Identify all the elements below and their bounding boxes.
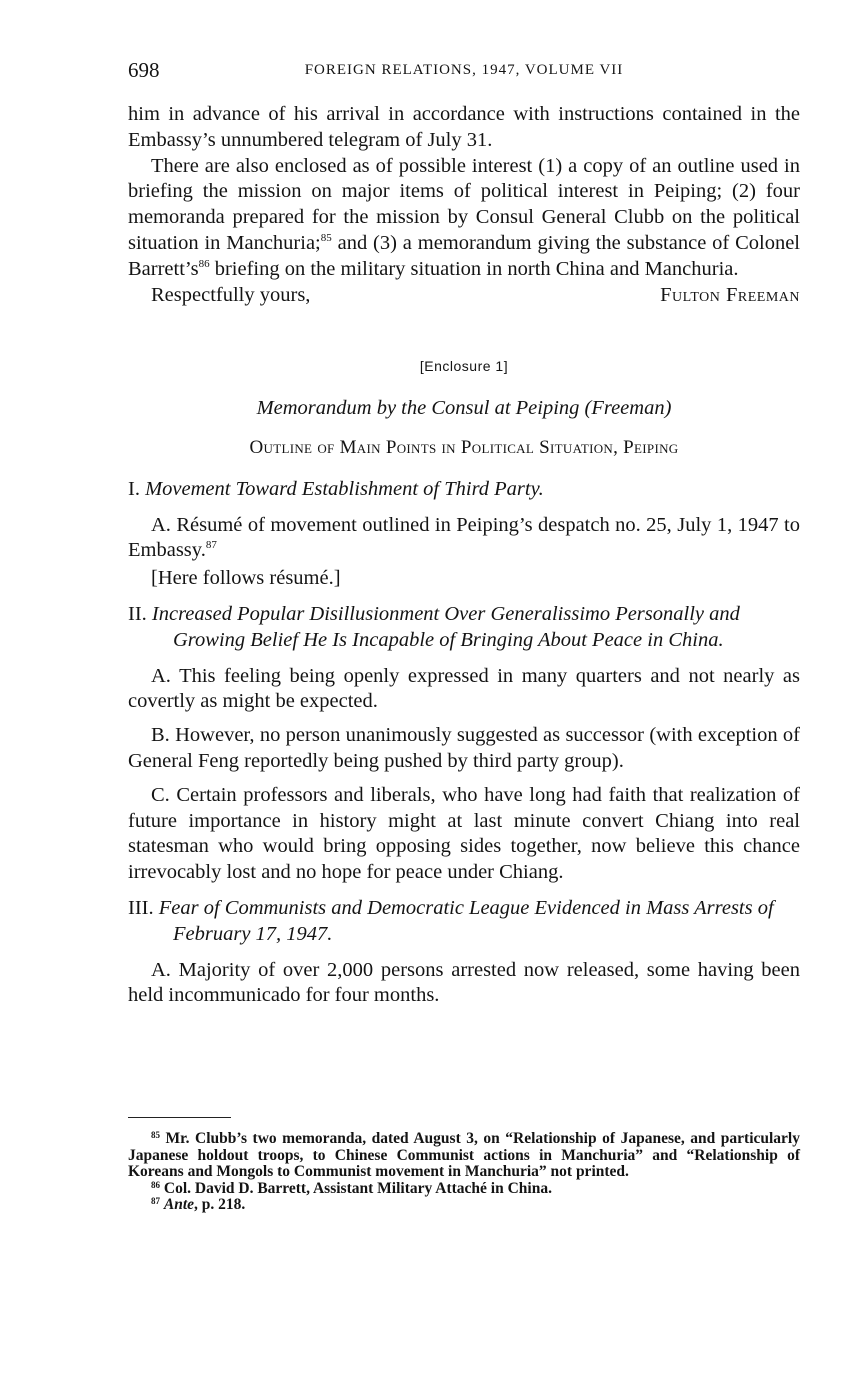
page-body bbox=[128, 102, 800, 1009]
section-heading-3 bbox=[128, 896, 800, 948]
paragraph-text: There are also enclosed as of possible interest (1) a copy of an outline used in briefing the mission on major items of political interest in Peiping; (2) four memoranda prepared for the mission by Consul General Clubb on the political situation in Manchuria; bbox=[128, 154, 800, 254]
footnote-marker: 86 bbox=[151, 1179, 160, 1190]
section-number: III. bbox=[128, 896, 154, 919]
outline-item: A. Majority of over 2,000 persons arrested now released, some having been held incommunicado for four months. bbox=[128, 958, 800, 1007]
outline-title: Outline of Main Points in Political Situation, Peiping bbox=[249, 436, 679, 458]
running-title: FOREIGN RELATIONS, 1947, VOLUME VII bbox=[304, 62, 624, 78]
page-header bbox=[128, 58, 800, 88]
footnote-ref-85[interactable]: 85 bbox=[320, 231, 332, 244]
footnote-divider bbox=[128, 1117, 231, 1118]
outline-item: A. This feeling being openly expressed in many quarters and not nearly as covertly as might be expected. bbox=[128, 664, 800, 713]
signature-line bbox=[128, 283, 800, 309]
paragraph-continuation: him in advance of his arrival in accordance with instructions contained in the Embassy’s unnumbered telegram of July 31. bbox=[128, 103, 800, 151]
paragraph-text: briefing on the military situation in north China and Manchuria. bbox=[209, 257, 739, 280]
footnotes bbox=[128, 1131, 800, 1214]
footnote-ref-86[interactable]: 86 bbox=[198, 257, 210, 270]
signature-name: Fulton Freeman bbox=[660, 283, 800, 306]
enclosure-label: [Enclosure 1] bbox=[419, 358, 509, 375]
footnote-marker: 87 bbox=[151, 1196, 160, 1207]
section-heading-1 bbox=[128, 477, 800, 503]
page-number: 698 bbox=[128, 58, 160, 82]
footnote-87 bbox=[128, 1197, 800, 1214]
section-heading-2 bbox=[128, 602, 800, 654]
footnote-italic: Ante bbox=[163, 1196, 195, 1214]
footnote-86 bbox=[128, 1181, 800, 1198]
section-number: II. bbox=[128, 602, 147, 625]
memo-title: Memorandum by the Consul at Peiping (Freeman) bbox=[256, 397, 672, 420]
paragraph-text: and (3) a memorandum giving the substance of Colonel Barrett’s bbox=[128, 231, 800, 280]
outline-item: B. However, no person unanimously suggested as successor (with exception of General Feng reportedly being pushed by third party group). bbox=[128, 724, 800, 772]
footnote-text: Col. David D. Barrett, Assistant Military Attaché in China. bbox=[163, 1179, 552, 1197]
paragraph-enclosures bbox=[128, 154, 800, 283]
footnote-text: , p. 218. bbox=[194, 1196, 246, 1214]
footnote-marker: 85 bbox=[151, 1130, 160, 1140]
footnote-85 bbox=[128, 1131, 800, 1181]
outline-item bbox=[128, 513, 800, 565]
outline-item: [Here follows résumé.] bbox=[151, 567, 341, 590]
section-title: Fear of Communists and Democratic League Evidenced in Mass Arrests of February 17, 1947. bbox=[158, 896, 774, 945]
item-text: A. Résumé of movement outlined in Peiping’s despatch no. 25, July 1, 1947 to Embassy. bbox=[128, 513, 800, 562]
section-title: Movement Toward Establishment of Third Party. bbox=[145, 477, 544, 500]
footnote-ref-87[interactable]: 87 bbox=[205, 539, 217, 552]
outline-item: C. Certain professors and liberals, who have long had faith that realization of future importance in history might at last minute convert Chiang into real statesman who would bring opposing sides together, now believe this chance irrevocably lost and no hope for peace under Chiang. bbox=[128, 783, 800, 884]
section-title: Increased Popular Disillusionment Over Generalissimo Personally and Growing Belief He Is Incapable of Bringing About Peace in China. bbox=[151, 602, 740, 651]
section-number: I. bbox=[128, 477, 140, 500]
closing-text: Respectfully yours, bbox=[151, 283, 311, 306]
footnote-text: Mr. Clubb’s two memoranda, dated August 3, on “Relationship of Japanese, and particularly Japanese holdout troops, to Chinese Communist actions in Manchuria” and “Relationship of Koreans and Mongols to Communist movement in Manchuria” not printed. bbox=[128, 1130, 800, 1181]
